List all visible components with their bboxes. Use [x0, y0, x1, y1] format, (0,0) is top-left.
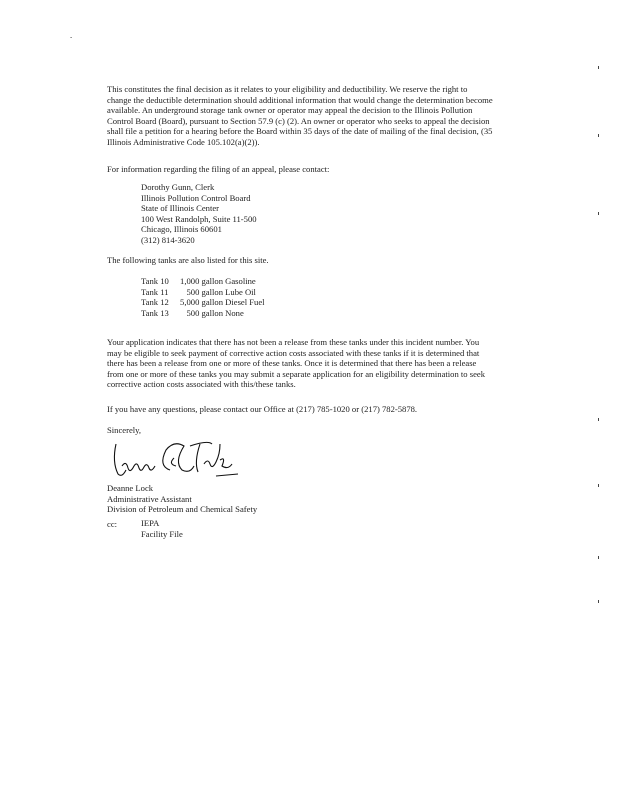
- contact-line: 100 West Randolph, Suite 11-500: [141, 213, 257, 224]
- tank-name: Tank 13: [141, 307, 169, 318]
- tank-product: Lube Oil: [225, 286, 256, 297]
- text-line: change the deductible determination should additional information that would change the determination become: [107, 94, 493, 105]
- scan-mark: [598, 418, 599, 421]
- text-line: Control Board (Board), pursuant to Section 57.9 (c) (2). An owner or operator who seeks to appeal the decision: [107, 115, 490, 126]
- cc-recipient: IEPA: [141, 518, 160, 528]
- scan-mark: [598, 600, 599, 603]
- tank-product: None: [225, 307, 244, 318]
- text-line: from one or more of these tanks you may submit a separate application for an eligibility determination to seek: [107, 368, 486, 379]
- tank-name: Tank 11: [141, 286, 169, 297]
- tank-size: 5,000 gallon: [180, 297, 223, 308]
- signer-name: Deanne Lock: [107, 483, 154, 493]
- cc-list: [141, 518, 183, 539]
- contact-line: Dorothy Gunn, Clerk: [141, 182, 215, 192]
- closing: Sincerely,: [107, 425, 142, 435]
- text-line: Your application indicates that there has not been a release from these tanks under this incident number. You: [107, 337, 480, 347]
- tank-name: Tank 12: [141, 297, 169, 308]
- tank-list: [141, 276, 265, 318]
- tank-product: Gasoline: [225, 276, 256, 286]
- tank-size: 500 gallon: [186, 286, 223, 297]
- corner-mark: .: [70, 30, 73, 40]
- scan-mark: [598, 484, 599, 487]
- tank-size: 1,000 gallon: [180, 276, 223, 286]
- text-line: This constitutes the final decision as it relates to your eligibility and deductibility. We reserve the right to: [107, 84, 468, 94]
- signer-division: Division of Petroleum and Chemical Safety: [107, 504, 258, 515]
- text-line: there has been a release from one or more of these tanks. Once it is determined that there has been a release: [107, 358, 477, 369]
- contact-line: (312) 814-3620: [141, 234, 195, 245]
- tank-size: 500 gallon: [186, 307, 223, 318]
- tank-row: [141, 308, 265, 319]
- cc-recipient: Facility File: [141, 528, 183, 539]
- text-line: Illinois Administrative Code 105.102(a)(2)).: [107, 136, 260, 147]
- tank-row: [141, 287, 265, 298]
- scan-mark: [598, 556, 599, 559]
- tank-row: [141, 276, 265, 287]
- contact-address: [141, 182, 257, 246]
- text-line: shall file a petition for a hearing before the Board within 35 days of the date of mailing of the final decision, (35: [107, 126, 493, 137]
- release-paragraph: [107, 337, 485, 390]
- signer-block: [107, 483, 257, 515]
- tank-product: Diesel Fuel: [225, 297, 265, 308]
- cc-label: cc:: [107, 519, 118, 529]
- appeal-intro: For information regarding the filing of an appeal, please contact:: [107, 164, 330, 174]
- signature: [108, 436, 248, 482]
- tanks-intro: The following tanks are also listed for this site.: [107, 255, 269, 265]
- contact-line: State of Illinois Center: [141, 203, 220, 214]
- text-line: available. An underground storage tank owner or operator may appeal the decision to the Illinois Pollution: [107, 105, 473, 116]
- text-line: corrective action costs associated with this/these tanks.: [107, 379, 296, 390]
- scan-mark: [598, 134, 599, 137]
- text-line: may be eligible to seek payment of corrective action costs associated with these tanks if it is determined that: [107, 347, 480, 358]
- decision-paragraph: [107, 84, 493, 148]
- scan-mark: [598, 212, 599, 215]
- contact-line: Illinois Pollution Control Board: [141, 192, 251, 203]
- tank-row: [141, 297, 265, 308]
- scan-mark: [598, 66, 599, 69]
- signer-title: Administrative Assistant: [107, 493, 192, 504]
- contact-line: Chicago, Illinois 60601: [141, 224, 222, 235]
- tank-name: Tank 10: [141, 276, 169, 286]
- questions-line: If you have any questions, please contact our Office at (217) 785-1020 or (217) 782-5878.: [107, 404, 418, 414]
